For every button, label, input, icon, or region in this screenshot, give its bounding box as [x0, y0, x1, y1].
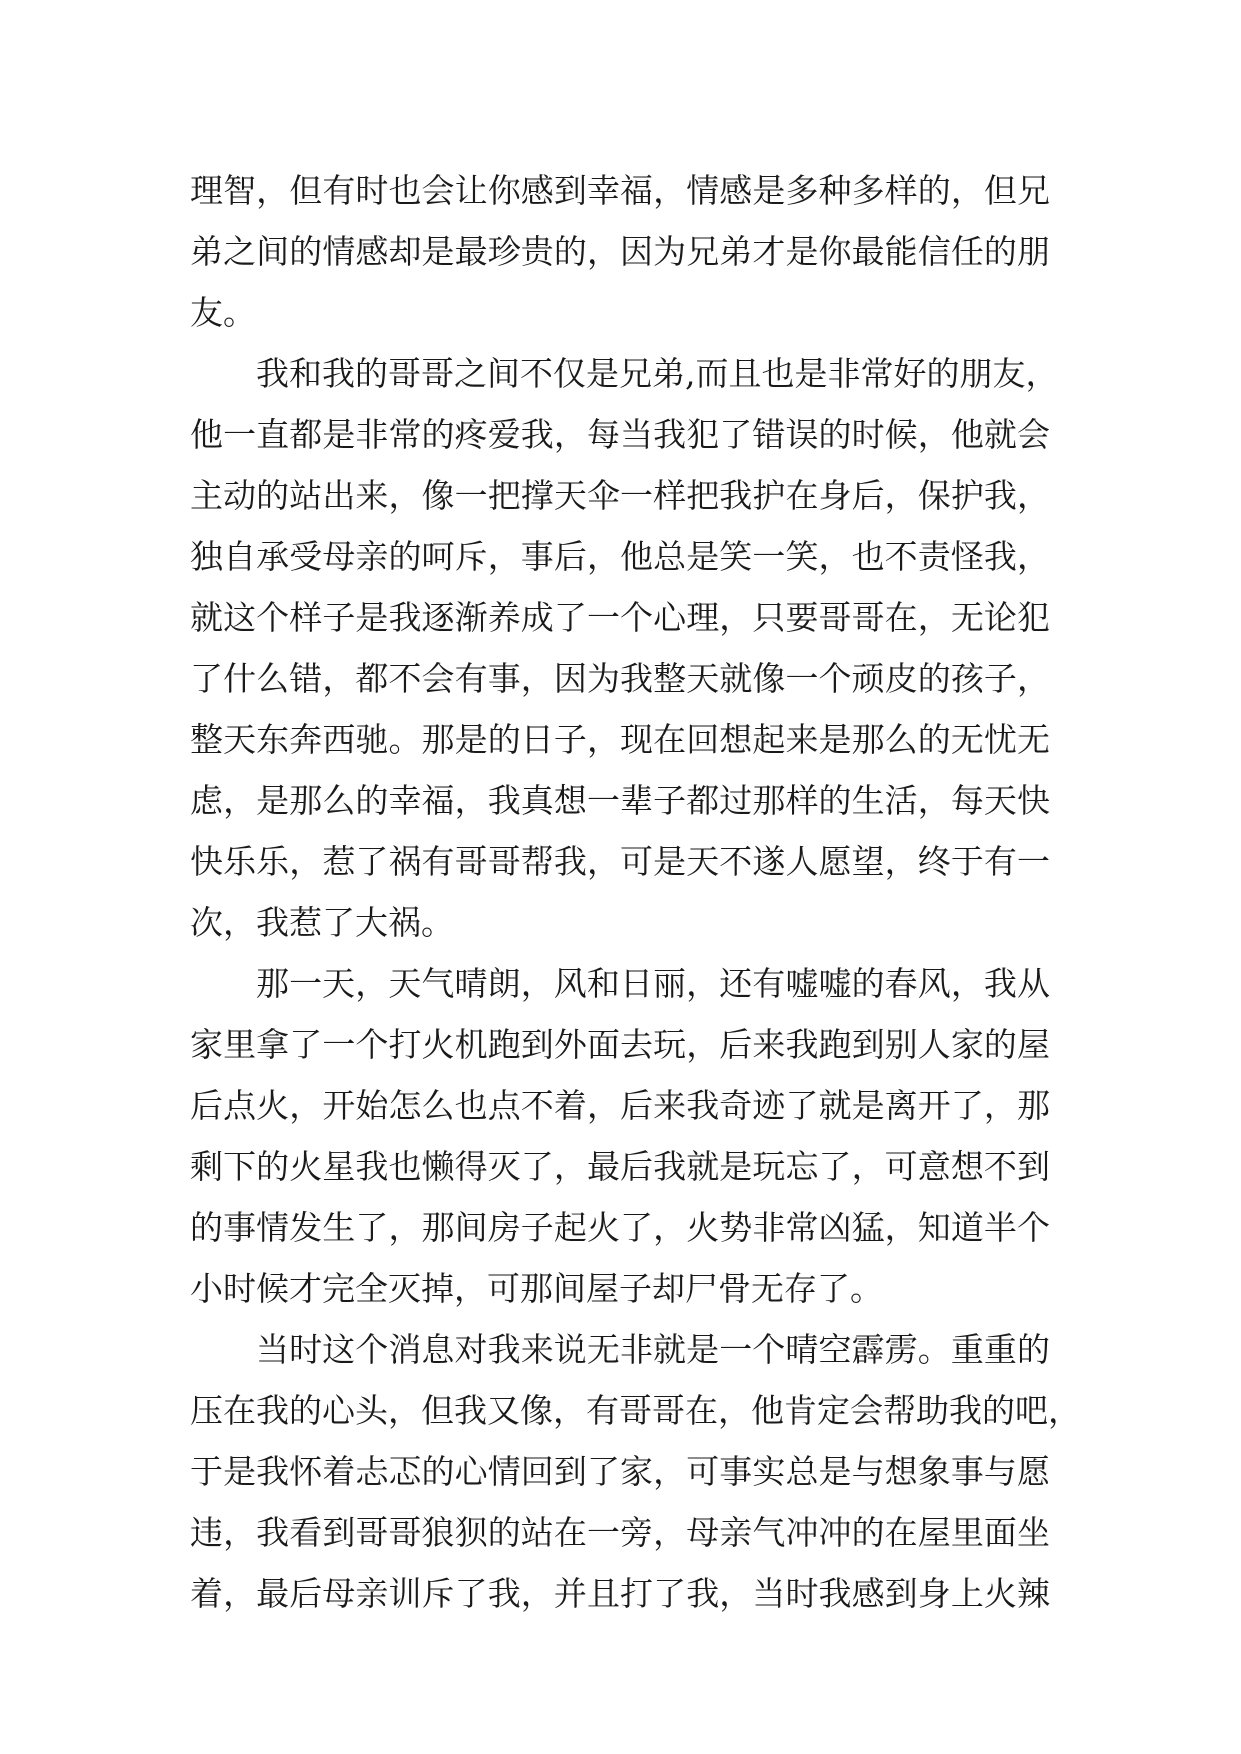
- document-body: [190, 160, 1081, 1624]
- text-line: 后点火，开始怎么也点不着，后来我奇迹了就是离开了，那: [190, 1086, 1050, 1125]
- text-line: 理智，但有时也会让你感到幸福，情感是多种多样的，但兄: [190, 171, 1050, 210]
- text-line: 那一天，天气晴朗，风和日丽，还有嘘嘘的春风，我从: [256, 964, 1050, 1003]
- text-line: 于是我怀着忐忑的心情回到了家，可事实总是与想象事与愿: [190, 1452, 1050, 1491]
- text-line: 就这个样子是我逐渐养成了一个心理，只要哥哥在，无论犯: [190, 598, 1050, 637]
- text-line: 主动的站出来，像一把撑天伞一样把我护在身后，保护我，: [190, 476, 1050, 515]
- text-line: 压在我的心头，但我又像，有哥哥在，他肯定会帮助我的吧，: [190, 1391, 1081, 1430]
- text-line: 违，我看到哥哥狼狈的站在一旁，母亲气冲冲的在屋里面坐: [190, 1513, 1050, 1552]
- text-line: 他一直都是非常的疼爱我，每当我犯了错误的时候，他就会: [190, 415, 1050, 454]
- text-line: 整天东奔西驰。那是的日子，现在回想起来是那么的无忧无: [190, 720, 1050, 759]
- paragraph: [190, 1319, 1081, 1624]
- text-line: 家里拿了一个打火机跑到外面去玩，后来我跑到别人家的屋: [190, 1025, 1050, 1064]
- paragraph: [190, 343, 1059, 953]
- text-line: 着，最后母亲训斥了我，并且打了我，当时我感到身上火辣: [190, 1574, 1050, 1613]
- text-line: 当时这个消息对我来说无非就是一个晴空霹雳。重重的: [256, 1330, 1050, 1369]
- text-line: 了什么错，都不会有事，因为我整天就像一个顽皮的孩子，: [190, 659, 1050, 698]
- text-line: 友。: [190, 293, 256, 332]
- text-line: 的事情发生了，那间房子起火了，火势非常凶猛，知道半个: [190, 1208, 1050, 1247]
- paragraph: [190, 953, 1050, 1319]
- text-line: 虑，是那么的幸福，我真想一辈子都过那样的生活，每天快: [190, 781, 1050, 820]
- text-line: 剩下的火星我也懒得灭了，最后我就是玩忘了，可意想不到: [190, 1147, 1050, 1186]
- text-line: 独自承受母亲的呵斥，事后，他总是笑一笑，也不责怪我，: [190, 537, 1050, 576]
- text-line: 我和我的哥哥之间不仅是兄弟,而且也是非常好的朋友，: [256, 354, 1059, 393]
- text-line: 次，我惹了大祸。: [190, 903, 454, 942]
- text-line: 快乐乐，惹了祸有哥哥帮我，可是天不遂人愿望，终于有一: [190, 842, 1050, 881]
- paragraph: [190, 160, 1050, 343]
- text-line: 弟之间的情感却是最珍贵的，因为兄弟才是你最能信任的朋: [190, 232, 1050, 271]
- text-line: 小时候才完全灭掉，可那间屋子却尸骨无存了。: [190, 1269, 883, 1308]
